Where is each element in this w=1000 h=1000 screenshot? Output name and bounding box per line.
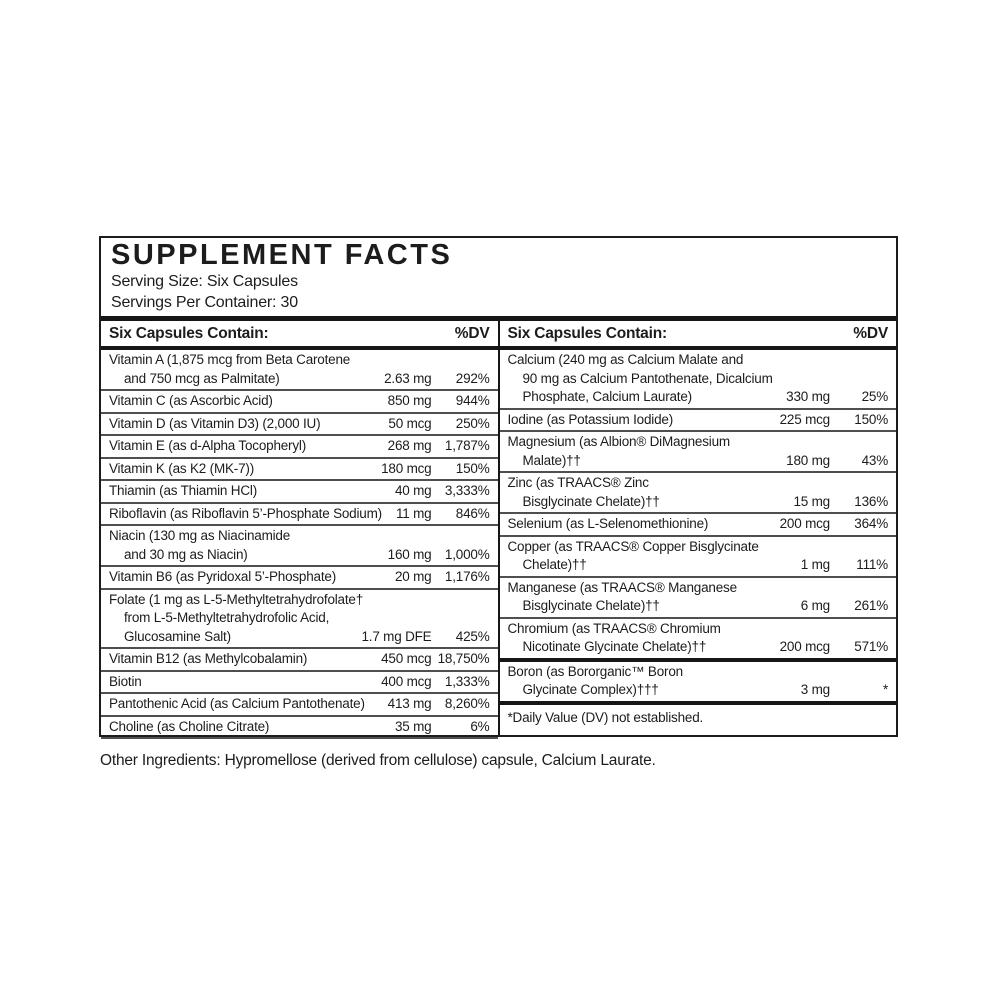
panel-header [101,238,896,313]
nutrient-columns [101,321,896,735]
nutrient-name-line: Copper (as TRAACS® Copper Bisglycinate [507,538,759,554]
nutrient-name [508,579,747,616]
nutrient-name-line: Iodine (as Potassium Iodide) [507,411,673,427]
nutrient-name-line: Nicotinate Glycinate Chelate)†† [522,639,707,654]
nutrient-amount: 450 mcg [381,651,432,666]
nutrient-name [508,515,747,534]
nutrient-name [109,650,348,669]
nutrient-dv: 1,000% [444,546,490,562]
nutrient-name-line: Magnesium (as Albion® DiMagnesium [507,434,730,449]
nutrient-row [101,526,498,567]
nutrient-dv: 43% [861,452,888,468]
nutrient-name [508,433,747,470]
nutrient-amount: 225 mcg [779,411,830,427]
nutrient-name [508,663,747,700]
nutrient-amount: 180 mcg [381,460,432,476]
nutrient-name [109,437,348,456]
nutrient-name-line: Bisglycinate Chelate)†† [522,493,660,509]
nutrient-row [500,537,897,578]
nutrient-amount: 850 mg [387,393,432,408]
nutrient-amount: 3 mg [800,682,830,697]
nutrient-dv: 8,260% [444,696,490,711]
nutrient-amount: 330 mg [786,389,830,404]
nutrient-name-line: Vitamin E (as d-Alpha Tocopheryl) [109,438,307,453]
nutrient-name [109,591,364,647]
nutrient-row [101,649,498,672]
nutrient-name [109,695,365,714]
nutrient-name [109,505,382,524]
servings-per-container: Servings Per Container: 30 [111,294,298,311]
nutrient-dv: 150% [455,460,490,476]
nutrient-dv: 364% [854,516,888,531]
nutrient-name [508,620,747,657]
nutrient-dv: 1,787% [444,438,490,453]
nutrient-name [109,415,348,434]
nutrient-row [101,391,498,414]
nutrient-row [101,567,498,590]
nutrient-dv: 425% [455,628,490,644]
nutrient-name-line: Selenium (as L-Selenomethionine) [507,516,709,531]
nutrient-name [109,392,348,411]
nutrient-name-line: Boron (as Bororganic™ Boron [507,663,683,679]
nutrient-row [500,432,897,473]
nutrient-name-line: Vitamin B12 (as Methylcobalamin) [109,651,308,666]
column-header-label: Six Capsules Contain: [507,325,667,342]
nutrient-column-left [101,321,498,735]
nutrient-name [508,474,747,511]
nutrient-name [109,718,348,737]
nutrient-dv: 136% [854,493,888,509]
dv-footnote: *Daily Value (DV) not established. [507,709,704,725]
nutrient-dv: 18,750% [437,651,490,666]
nutrient-name-line: Niacin (130 mg as Niacinamide [109,528,291,543]
nutrient-name-line: Malate)†† [522,452,581,468]
nutrient-row [500,410,897,433]
nutrient-dv: 3,333% [444,483,490,498]
dv-header-label: %DV [454,325,490,342]
nutrient-amount: 1 mg [800,557,830,572]
nutrient-row [101,672,498,695]
panel-title: SUPPLEMENT FACTS [111,239,453,271]
nutrient-name [507,351,773,407]
nutrient-row [101,459,498,482]
nutrient-name-line: Manganese (as TRAACS® Manganese [507,579,737,595]
nutrient-dv: 150% [854,411,888,427]
nutrient-row [101,504,498,527]
nutrient-amount: 6 mg [800,598,830,613]
nutrient-dv: 25% [861,389,888,404]
nutrient-row [500,662,897,705]
nutrient-row [500,619,897,662]
serving-size: Serving Size: Six Capsules [111,273,298,290]
nutrient-name [109,673,348,692]
nutrient-amount: 35 mg [394,718,432,734]
nutrient-amount: 50 mcg [388,415,432,431]
nutrient-row [500,350,897,410]
nutrient-column-right [498,321,897,735]
nutrient-row [500,578,897,619]
nutrient-name-line: 90 mg as Calcium Pantothenate, Dicalcium [522,370,773,386]
nutrient-row [101,414,498,437]
nutrient-name-line: Chelate)†† [522,557,587,572]
nutrient-row [101,694,498,717]
nutrient-name-line: Phosphate, Calcium Laurate) [522,389,692,404]
nutrient-name-line: Glucosamine Salt) [124,628,231,644]
nutrient-dv: 1,333% [444,673,490,689]
nutrient-dv: 571% [854,639,888,654]
nutrient-dv: 1,176% [444,569,490,584]
nutrient-name-line: Riboflavin (as Riboflavin 5’-Phosphate Sodium) [109,505,382,521]
nutrient-amount: 20 mg [394,569,432,584]
nutrient-amount: 413 mg [387,696,432,711]
nutrient-name-line: Choline (as Choline Citrate) [109,718,270,734]
nutrient-name [109,351,351,388]
nutrient-dv: * [882,682,888,697]
nutrient-dv: 292% [455,370,490,386]
nutrient-name-line: and 750 mcg as Palmitate) [124,370,280,386]
nutrient-name [109,568,348,587]
nutrient-dv: 846% [455,505,490,521]
nutrient-name [109,460,348,479]
nutrient-amount: 160 mg [387,546,432,562]
nutrient-name-line: Vitamin A (1,875 mcg from Beta Carotene [109,352,351,367]
nutrient-name-line: from L-5-Methyltetrahydrofolic Acid, [124,610,330,625]
nutrient-name-line: Vitamin B6 (as Pyridoxal 5’-Phosphate) [109,569,337,584]
nutrient-amount: 400 mcg [381,673,432,689]
nutrient-name [109,482,348,501]
nutrient-row [500,473,897,514]
nutrient-amount: 1.7 mg DFE [361,628,432,644]
column-header-left [101,321,498,350]
nutrient-name-line: and 30 mg as Niacin) [124,546,248,562]
nutrient-amount: 268 mg [387,438,432,453]
column-header-right [500,321,897,350]
nutrient-name-line: Biotin [109,673,142,689]
nutrient-amount: 200 mcg [779,516,830,531]
dv-header-label: %DV [853,325,888,342]
nutrient-name-line: Bisglycinate Chelate)†† [522,598,660,613]
nutrient-name [507,538,759,575]
nutrient-amount: 180 mg [786,452,830,468]
nutrient-row [101,717,498,740]
nutrient-name-line: Calcium (240 mg as Calcium Malate and [507,352,744,367]
nutrient-row [101,481,498,504]
nutrient-name-line: Zinc (as TRAACS® Zinc [507,475,649,490]
nutrient-dv: 944% [455,393,490,408]
nutrient-row [101,350,498,391]
nutrient-name [109,527,348,564]
nutrient-name [508,411,747,430]
nutrient-rows-right [500,350,897,705]
nutrient-dv: 261% [854,598,888,613]
nutrient-name-line: Vitamin D (as Vitamin D3) (2,000 IU) [109,415,321,431]
column-header-label: Six Capsules Contain: [109,325,269,342]
nutrient-dv: 111% [856,557,888,572]
nutrient-name-line: Glycinate Complex)††† [522,682,659,697]
nutrient-name-line: Pantothenic Acid (as Calcium Pantothenate) [109,696,365,711]
nutrient-amount: 2.63 mg [384,370,432,386]
nutrient-name-line: Folate (1 mg as L-5-Methyltetrahydrofolate† [109,591,364,607]
nutrient-name-line: Vitamin K (as K2 (MK-7)) [109,460,254,476]
nutrient-row [101,436,498,459]
nutrient-name-line: Vitamin C (as Ascorbic Acid) [109,393,273,408]
nutrient-name-line: Thiamin (as Thiamin HCl) [109,483,257,498]
supplement-facts-panel [99,236,898,737]
nutrient-amount: 200 mcg [779,639,830,654]
nutrient-name-line: Chromium (as TRAACS® Chromium [507,620,721,636]
nutrient-dv: 6% [470,718,490,734]
nutrient-row [500,514,897,537]
nutrient-rows-left [101,350,498,739]
nutrient-amount: 11 mg [395,505,432,521]
other-ingredients: Other Ingredients: Hypromellose (derived from cellulose) capsule, Calcium Laurate. [100,752,656,769]
nutrient-row [101,590,498,650]
nutrient-amount: 40 mg [394,483,432,498]
nutrient-amount: 15 mg [793,493,830,509]
nutrient-dv: 250% [455,415,490,431]
